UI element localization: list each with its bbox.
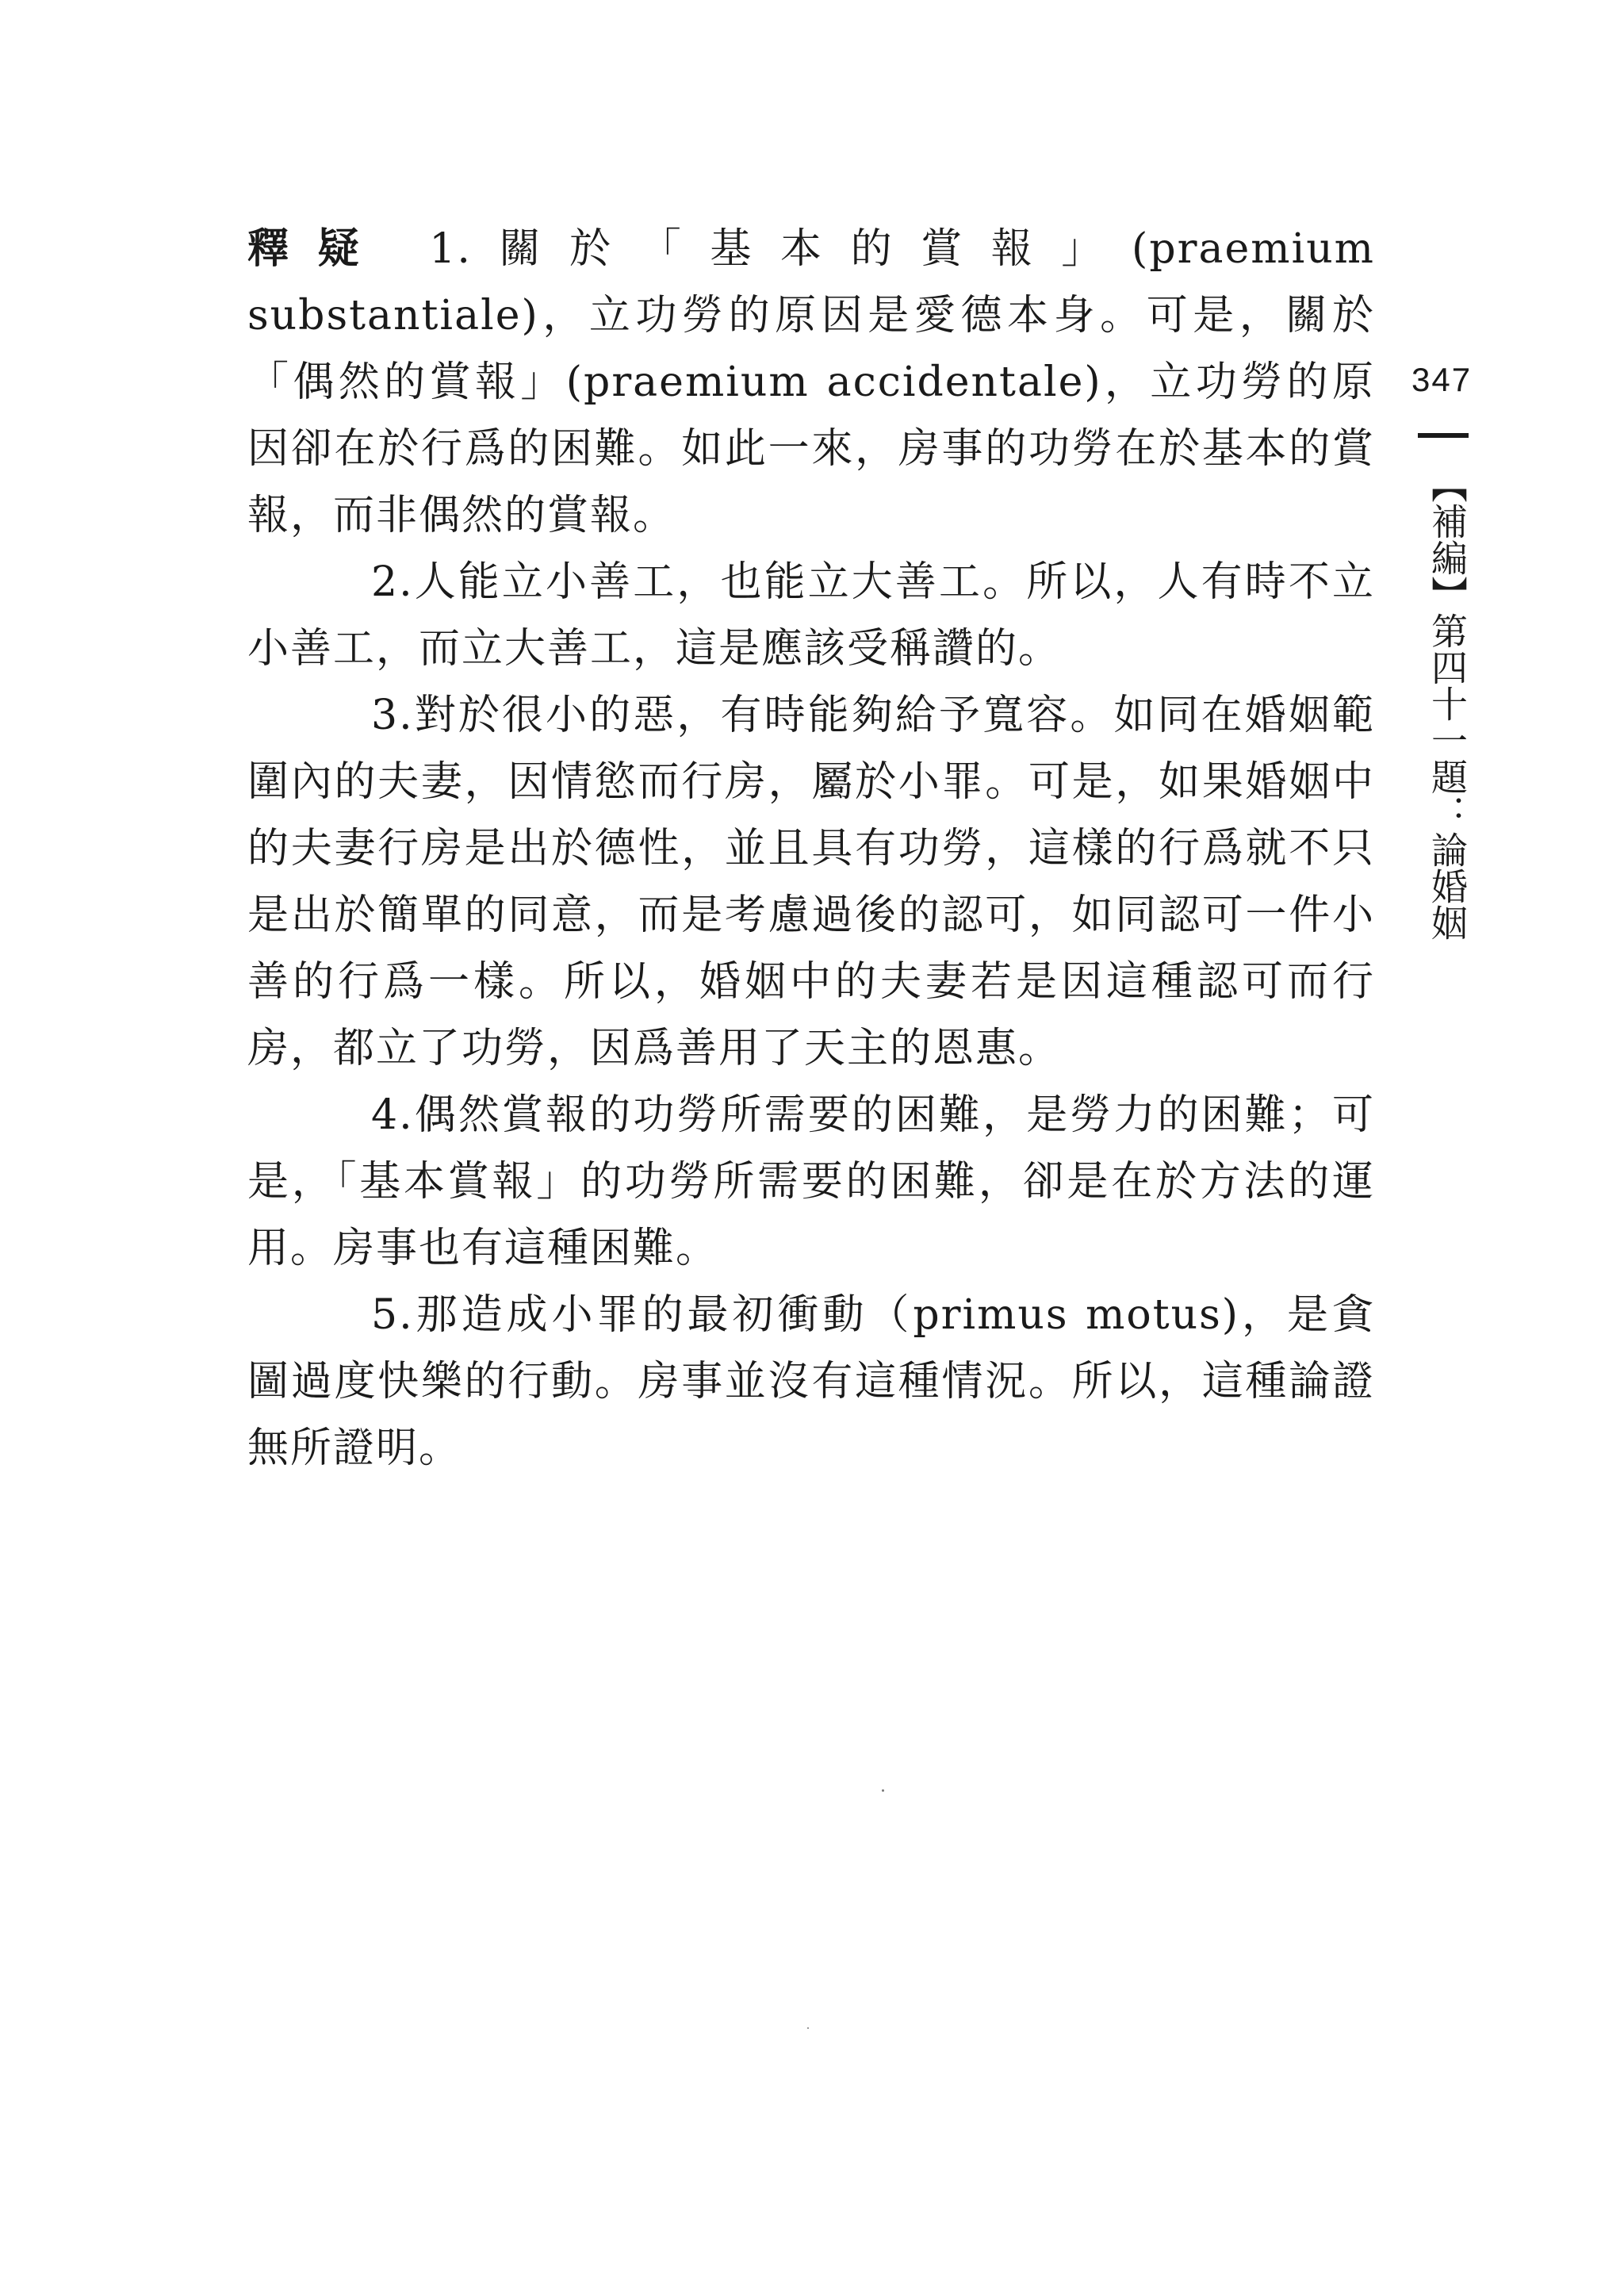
- answer-paragraph-1: [247, 216, 1375, 549]
- section-heading: 釋疑: [247, 225, 389, 273]
- answer-paragraph-2: 2.人能立小善工，也能立大善工。所以，人有時不立小善工，而立大善工，這是應該受稱讚的。: [247, 558, 1375, 673]
- scan-speck: [807, 2027, 809, 2029]
- running-head-title: 【補編】第四十一題：論婚姻: [1426, 466, 1469, 941]
- answer-paragraph-3: 3.對於很小的惡，有時能夠給予寬容。如同在婚姻範圍內的夫妻，因情慾而行房，屬於小罪。可是，如果婚姻中的夫妻行房是出於德性，並且具有功勞，這樣的行爲就不只是出於簡單的同意，而是考慮過後的認可，如同認可一件小善的行爲一樣。所以，婚姻中的夫妻若是因這種認可而行房，都立了功勞，因爲善用了天主的恩惠。: [247, 692, 1375, 1072]
- page-number: 347: [1411, 361, 1473, 398]
- answer-paragraph-5: 5.那造成小罪的最初衝動（primus motus)，是貪圖過度快樂的行動。房事並沒有這種情況。所以，這種論證無所證明。: [247, 1291, 1375, 1472]
- main-text-block: [247, 216, 1375, 1482]
- answer-paragraph-4: 4.偶然賞報的功勞所需要的困難，是勞力的困難；可是，「基本賞報」的功勞所需要的困難，卻是在於方法的運用。房事也有這種困難。: [247, 1091, 1375, 1272]
- paragraph-text: 1.關於「基本的賞報」(praemium substantiale)，立功勞的原因是愛德本身。可是，關於「偶然的賞報」(praemium accidentale)，立功勞的原因卻在於行爲的困難。如此一來，房事的功勞在於基本的賞報，而非偶然的賞報。: [247, 225, 1375, 539]
- scan-speck: [882, 1789, 884, 1792]
- running-head-rule: [1418, 433, 1469, 438]
